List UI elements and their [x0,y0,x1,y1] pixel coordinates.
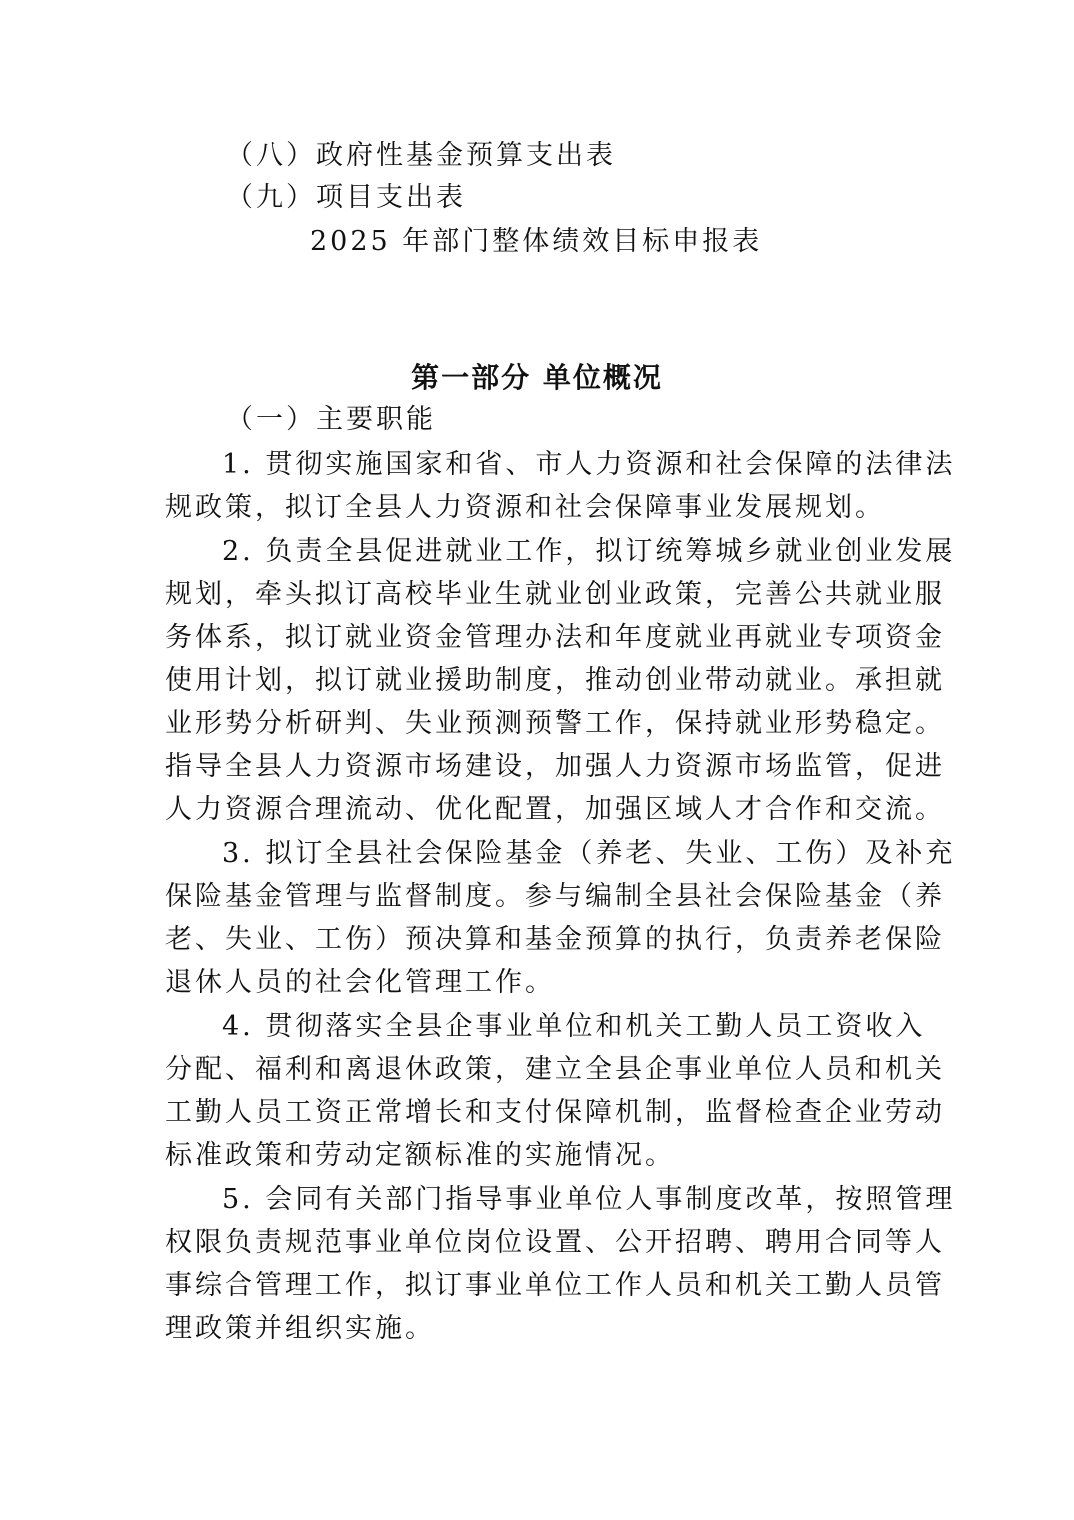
paragraph-line: 权限负责规范事业单位岗位设置、公开招聘、聘用合同等人 [165,1227,945,1258]
paragraph-line: 指导全县人力资源市场建设，加强人力资源市场监管，促进 [165,751,945,782]
section-title: 第一部分 单位概况 [411,361,663,394]
paragraph-line: 3. 拟订全县社会保险基金（养老、失业、工伤）及补充 [222,838,956,869]
paragraph-line: 使用计划，拟订就业援助制度，推动创业带动就业。承担就 [165,665,945,696]
paragraph-line: 规划，牵头拟订高校毕业生就业创业政策，完善公共就业服 [165,579,945,610]
paragraph-line: 2. 负责全县促进就业工作，拟订统筹城乡就业创业发展 [222,536,956,567]
paragraph-line: 务体系，拟订就业资金管理办法和年度就业再就业专项资金 [165,622,945,653]
paragraph-line: 分配、福利和离退休政策，建立全县企事业单位人员和机关 [165,1054,945,1085]
paragraph-line: 理政策并组织实施。 [165,1313,435,1344]
toc-item-8: （八）政府性基金预算支出表 [226,140,616,171]
paragraph-line: 人力资源合理流动、优化配置，加强区域人才合作和交流。 [165,794,945,825]
paragraph-line: 保险基金管理与监督制度。参与编制全县社会保险基金（养 [165,881,945,912]
paragraph-line: 标准政策和劳动定额标准的实施情况。 [165,1140,675,1171]
paragraph-line: 规政策，拟订全县人力资源和社会保障事业发展规划。 [165,492,885,523]
paragraph-line: 5. 会同有关部门指导事业单位人事制度改革，按照管理 [222,1184,956,1215]
paragraph-line: 退休人员的社会化管理工作。 [165,967,555,998]
paragraph-line: 老、失业、工伤）预决算和基金预算的执行，负责养老保险 [165,924,945,955]
toc-extra-item: 2025 年部门整体绩效目标申报表 [310,226,763,257]
paragraph-line: 1. 贯彻实施国家和省、市人力资源和社会保障的法律法 [222,449,956,480]
toc-item-9: （九）项目支出表 [226,182,466,213]
paragraph-line: 事综合管理工作，拟订事业单位工作人员和机关工勤人员管 [165,1270,945,1301]
paragraph-line: 4. 贯彻落实全县企事业单位和机关工勤人员工资收入 [222,1011,926,1042]
paragraph-line: 工勤人员工资正常增长和支付保障机制，监督检查企业劳动 [165,1097,945,1128]
paragraph-line: 业形势分析研判、失业预测预警工作，保持就业形势稳定。 [165,708,945,739]
section-subtitle: （一）主要职能 [226,404,436,435]
